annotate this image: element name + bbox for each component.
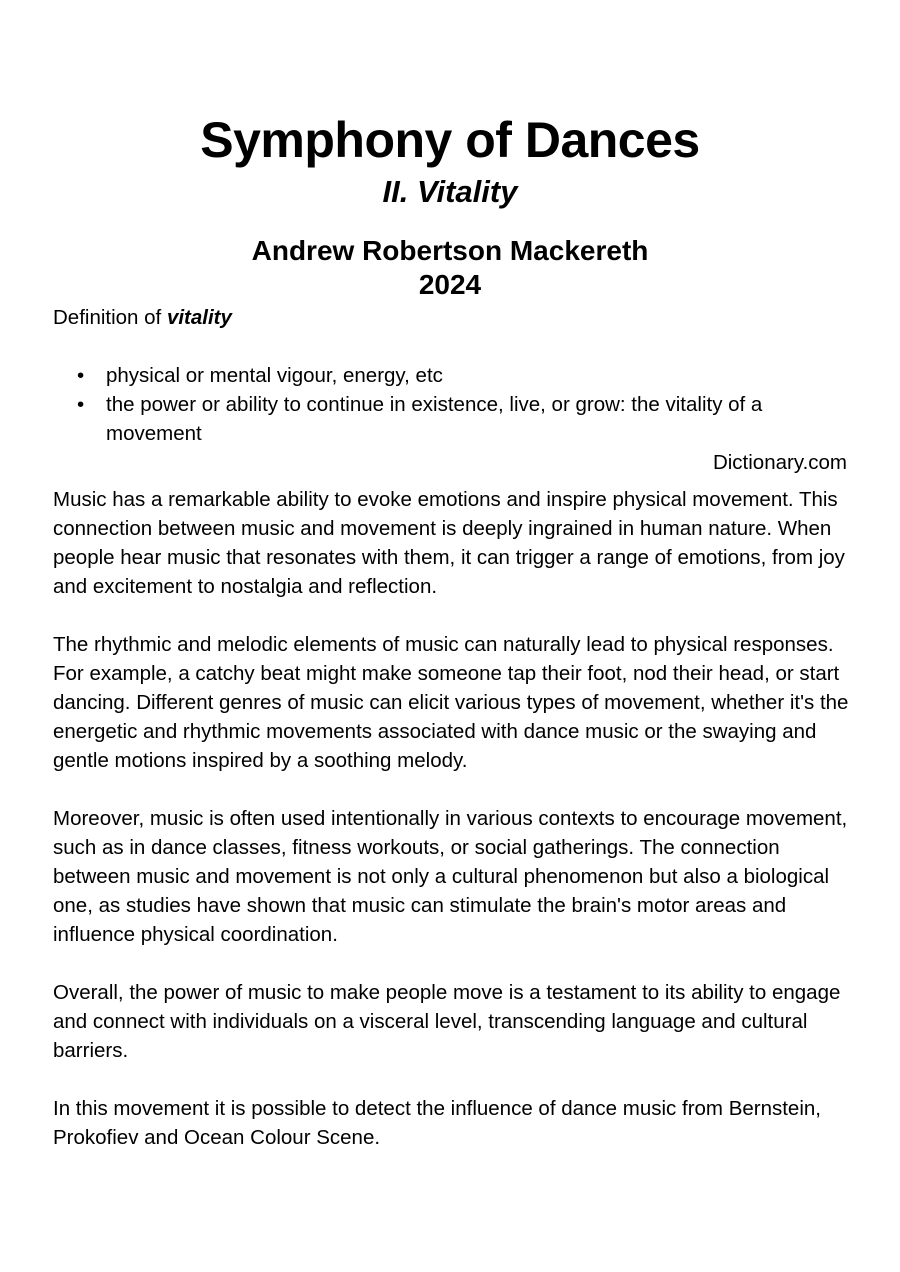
definition-item-text: the power or ability to continue in existence, live, or grow: the vitality of a movement (106, 393, 763, 445)
body-text (53, 485, 853, 1181)
bullet-icon: • (77, 393, 85, 416)
definition-item (53, 361, 843, 390)
definition-prefix: Definition of (53, 306, 167, 329)
page-title: Symphony of Dances (200, 112, 700, 168)
bullet-icon: • (77, 364, 85, 387)
definition-list (53, 361, 843, 448)
paragraph: The rhythmic and melodic elements of music can naturally lead to physical responses. For example, a catchy beat might make someone tap their foot, nod their head, or start dancing. Different genres of music can elicit various types of movement, whether it's the energetic and rhythmic movements associated with dance music or the swaying and gentle motions inspired by a soothing melody. (53, 633, 849, 772)
definition-source: Dictionary.com (712, 451, 847, 474)
paragraph: Music has a remarkable ability to evoke emotions and inspire physical movement. This connection between music and movement is deeply ingrained in human nature. When people hear music that resonates with them, it can trigger a range of emotions, from joy and excitement to nostalgia and reflection. (53, 488, 845, 598)
definition-term: vitality (166, 306, 232, 329)
movement-subtitle: II. Vitality (382, 174, 518, 209)
paragraph: In this movement it is possible to detect the influence of dance music from Bernstein, Prokofiev and Ocean Colour Scene. (53, 1097, 821, 1149)
paragraph: Overall, the power of music to make people move is a testament to its ability to engage and connect with individuals on a visceral level, transcending language and cultural barriers. (53, 981, 841, 1062)
definition-item-text: physical or mental vigour, energy, etc (106, 364, 443, 387)
paragraph: Moreover, music is often used intentionally in various contexts to encourage movement, such as in dance classes, fitness workouts, or social gatherings. The connection between music and movement is not only a cultural phenomenon but also a biological one, as studies have shown that music can stimulate the brain's motor areas and influence physical coordination. (53, 807, 848, 946)
definition-heading (53, 303, 232, 332)
definition-item (53, 390, 843, 448)
author-name: Andrew Robertson Mackereth (251, 235, 649, 266)
composition-year: 2024 (418, 269, 482, 300)
